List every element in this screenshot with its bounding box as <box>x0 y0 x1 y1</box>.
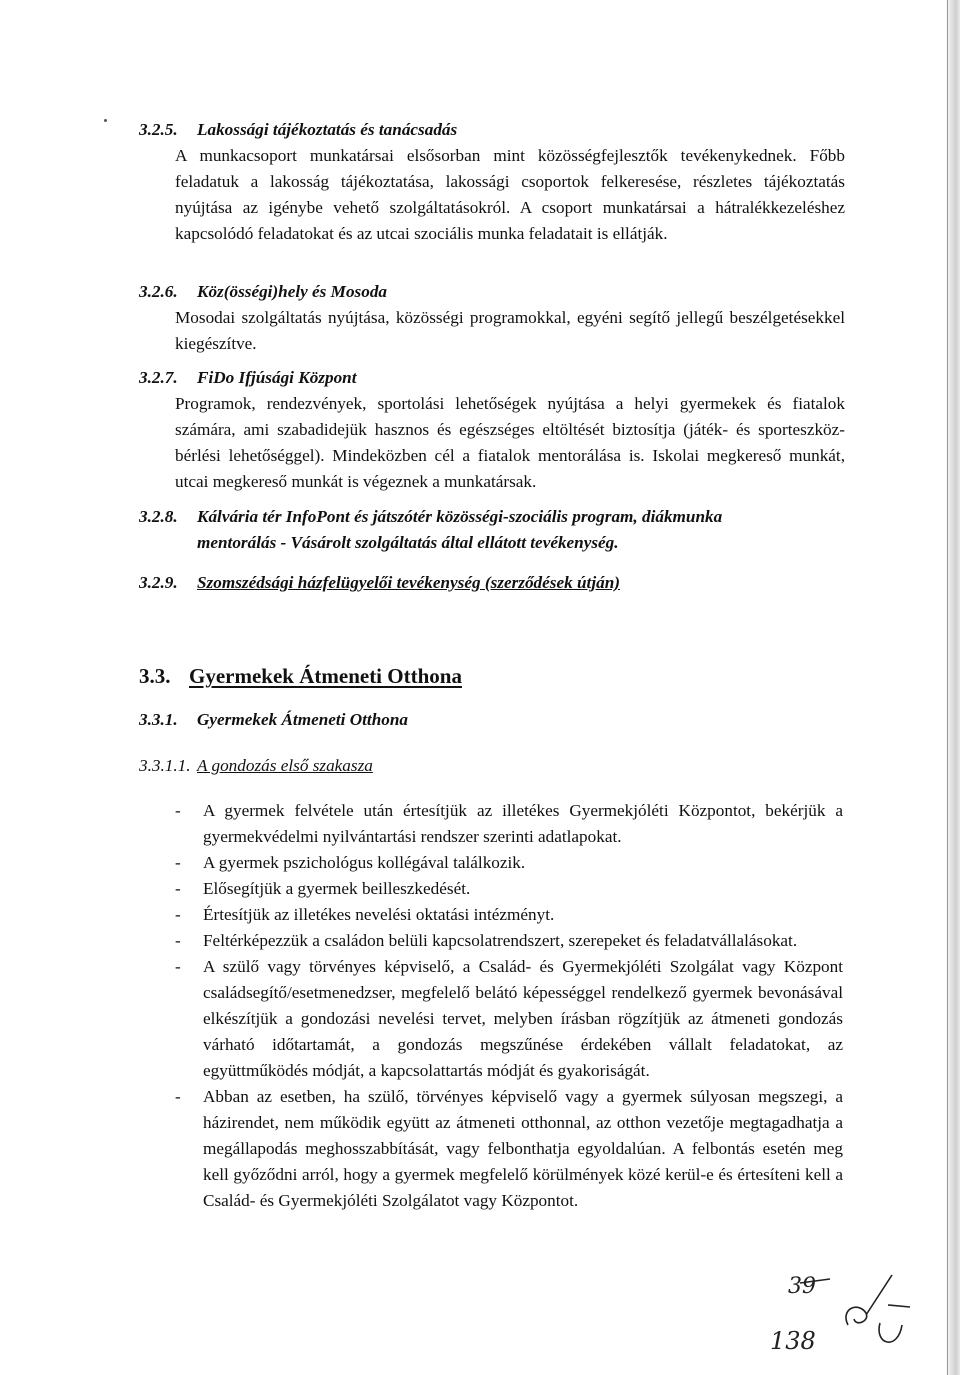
list-item: - Értesítjük az illetékes nevelési oktatási intézményt. <box>175 902 843 928</box>
section-3-2-6 <box>139 279 845 357</box>
section-heading <box>139 365 845 391</box>
section-title: Kálvária tér InfoPont és játszótér közösségi-szociális program, diákmunka mentorálás - Vásárolt szolgáltatás által ellátott tevékenység. <box>197 507 723 552</box>
section-number: 3.3. <box>139 664 171 688</box>
section-number: 3.2.5. <box>139 120 178 139</box>
handwritten-number-bottom: 138 <box>770 1327 816 1355</box>
list-item: - A szülő vagy törvényes képviselő, a Család- és Gyermekjóléti Szolgálat vagy Központ családsegítő/esetmenedzser, megfelelő belátó képességgel rendelkező gyermek bevonásával elkészítjük a gondozási nevelési tervet, melyben írásban rögzítjük az átmeneti gondozás várható időtartamát, a gondozás megszűnése érdekében vállalt feladatokat, az együttműködés módját, a kapcsolattartás módját és gyakoriságát. <box>175 954 843 1084</box>
section-3-2-5 <box>139 117 845 247</box>
section-heading <box>139 117 845 143</box>
section-number: 3.2.7. <box>139 368 178 387</box>
section-number: 3.3.1. <box>139 710 178 729</box>
section-heading <box>139 504 845 556</box>
page-edge-line <box>947 0 948 1375</box>
section-title: FiDo Ifjúsági Központ <box>197 368 357 387</box>
handwritten-annotation <box>770 1265 930 1365</box>
list-item: - Feltérképezzük a családon belüli kapcsolatrendszert, szerepeket és feladatvállalásokat. <box>175 928 843 954</box>
section-body: Programok, rendezvények, sportolási lehetőségek nyújtása a helyi gyermekek és fiatalok számára, ami szabadidejük hasznos és egészséges eltöltését biztosítja (játék- és sporteszköz-bérlési lehetőséggel). Mindeközben cél a fiatalok mentorálása is. Iskolai megkereső munkát, utcai megkereső munkát is végeznek a munkatársak. <box>175 394 845 491</box>
section-number: 3.2.9. <box>139 573 178 592</box>
section-title: Lakossági tájékoztatás és tanácsadás <box>197 120 458 139</box>
page-edge-shadow <box>946 0 960 1375</box>
section-3-3-1-1-heading <box>139 756 373 776</box>
section-title: Szomszédsági házfelügyelői tevékenység (szerződések útján) <box>197 573 620 592</box>
section-3-3-1-heading <box>139 710 408 730</box>
section-3-3-heading <box>139 664 462 689</box>
list-item: - Elősegítjük a gyermek beilleszkedését. <box>175 876 843 902</box>
section-3-2-9 <box>139 570 845 596</box>
section-number: 3.2.8. <box>139 507 178 526</box>
list-item: - Abban az esetben, ha szülő, törvényes képviselő vagy a gyermek súlyosan megszegi, a házirendet, nem működik együtt az átmeneti otthonnal, az otthon vezetője megtagadhatja a megállapodás meghosszabbítását, vagy felbonthatja egyoldalúan. A felbontás esetén meg kell győződni arról, hogy a gyermek megfelelő körülmények közé kerül-e és értesíteni kell a Család- és Gyermekjóléti Szolgálatot vagy Központot. <box>175 1084 843 1214</box>
initials-signature <box>846 1275 910 1342</box>
section-number: 3.3.1.1. <box>139 756 191 775</box>
section-body: A munkacsoport munkatársai elsősorban mint közösségfejlesztők tevékenykednek. Főbb feladatuk a lakosság tájékoztatása, lakossági csoportok felkeresése, részletes tájékoztatás nyújtása az igénybe vehető szolgáltatásokról. A csoport munkatársai a hátralékkezeléshez kapcsolódó feladatokat és az utcai szociális munka feladatait is ellátják. <box>175 146 845 243</box>
section-number: 3.2.6. <box>139 282 178 301</box>
scan-speck <box>104 119 107 122</box>
list-item: - A gyermek felvétele után értesítjük az illetékes Gyermekjóléti Központot, bekérjük a gyermekvédelmi nyilvántartási rendszer szerinti adatlapokat. <box>175 798 843 850</box>
section-3-2-7 <box>139 365 845 495</box>
handwritten-number-top: 39 <box>788 1274 816 1299</box>
bullet-list <box>175 798 843 1214</box>
list-item: - A gyermek pszichológus kollégával találkozik. <box>175 850 843 876</box>
section-title: A gondozás első szakasza <box>197 756 373 775</box>
section-3-2-8 <box>139 504 845 556</box>
section-title: Gyermekek Átmeneti Otthona <box>197 710 409 729</box>
section-title: Gyermekek Átmeneti Otthona <box>189 664 462 688</box>
section-heading <box>139 279 845 305</box>
section-body: Mosodai szolgáltatás nyújtása, közösségi programokkal, egyéni segítő jellegű beszélgetésekkel kiegészítve. <box>175 308 845 353</box>
section-title: Köz(össégi)hely és Mosoda <box>197 282 388 301</box>
section-heading <box>139 570 845 596</box>
